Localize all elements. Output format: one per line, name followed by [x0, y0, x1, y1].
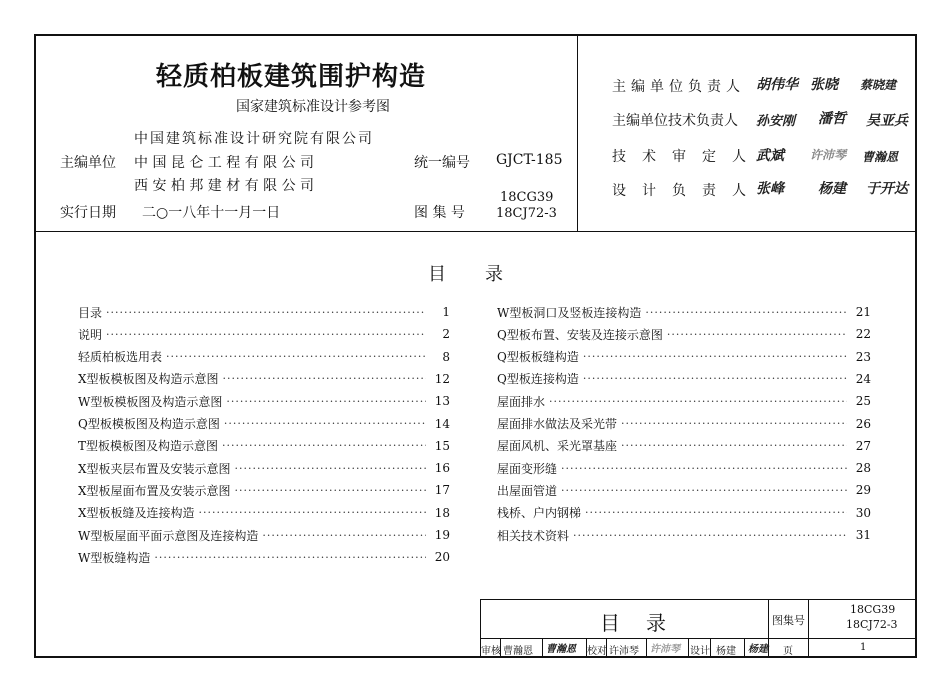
title-block-atlas-label: 图集号 — [772, 614, 805, 627]
toc-entry-title: 屋面风机、采光罩基座 — [497, 439, 618, 454]
toc-entry-page: 28 — [855, 461, 871, 476]
title-block-divider — [480, 638, 917, 639]
title-block-atlas-no-1: 18CG39 — [850, 603, 896, 616]
toc-entry-page: 1 — [442, 305, 450, 319]
toc-entry-page: 26 — [855, 416, 871, 431]
toc-entry[interactable] — [497, 347, 871, 367]
signature: 潘哲 — [818, 111, 846, 127]
toc-entry[interactable] — [78, 369, 450, 389]
page-number: 1 — [860, 642, 867, 653]
atlas-no-2: 18CJ72-3 — [496, 206, 557, 221]
responsible-label-3: 技术审定人 — [612, 149, 762, 165]
signature: 曹瀚恩 — [862, 150, 899, 164]
signature: 许沛琴 — [810, 148, 847, 162]
toc-entry[interactable] — [497, 414, 871, 434]
checker-name: 许沛琴 — [609, 646, 639, 657]
toc-entry-title: X型板板缝及连接构造 — [78, 506, 195, 521]
toc-entry-page: 21 — [855, 305, 871, 319]
toc-entry-title: T型板模板图及构造示意图 — [78, 439, 219, 454]
toc-entry-title: 轻质柏板选用表 — [78, 350, 163, 365]
leader-dots — [549, 395, 847, 408]
toc-entry-title: Q型板布置、安装及连接示意图 — [497, 327, 663, 342]
toc-heading: 目 录 — [428, 264, 504, 285]
leader-dots — [583, 350, 847, 363]
toc-entry-page: 17 — [434, 483, 450, 498]
leader-dots — [667, 328, 847, 341]
toc-entry[interactable] — [78, 503, 450, 523]
toc-entry[interactable] — [497, 525, 871, 545]
leader-dots — [621, 417, 847, 430]
leader-dots — [222, 439, 426, 452]
toc-entry[interactable] — [497, 436, 871, 456]
checker-signature: 许沛琴 — [650, 644, 680, 655]
toc-entry[interactable] — [497, 503, 871, 523]
cell-line — [542, 638, 543, 658]
toc-entry-page: 31 — [855, 528, 871, 542]
unified-no-label: 统一编号 — [414, 155, 470, 171]
leader-dots — [226, 395, 426, 408]
leader-dots — [106, 306, 426, 319]
page-subtitle: 国家建筑标准设计参考图 — [236, 99, 390, 115]
toc-entry-page: 27 — [855, 438, 871, 453]
toc-entry-page: 29 — [855, 483, 871, 498]
leader-dots — [621, 439, 847, 452]
toc-entry-title: W型板洞口及竖板连接构造 — [497, 305, 642, 320]
toc-entry-page: 30 — [855, 505, 871, 520]
date-label: 实行日期 — [60, 205, 116, 221]
page-label: 页 — [783, 646, 793, 657]
toc-entry-title: X型板模板图及构造示意图 — [78, 372, 219, 387]
toc-entry[interactable] — [497, 391, 871, 411]
toc-entry[interactable] — [78, 525, 450, 545]
toc-entry-page: 2 — [442, 327, 450, 342]
toc-entry-page: 13 — [434, 394, 450, 409]
toc-entry[interactable] — [78, 324, 450, 344]
toc-entry-title: 说明 — [78, 327, 103, 342]
toc-entry[interactable] — [78, 480, 450, 500]
toc-entry-title: W型板屋面平面示意图及连接构造 — [78, 528, 259, 543]
toc-entry-title: 出屋面管道 — [497, 483, 558, 498]
toc-entry-page: 18 — [434, 505, 450, 520]
toc-entry-title: 屋面排水 — [497, 394, 546, 409]
toc-entry-title: Q型板连接构造 — [497, 372, 579, 387]
review-label: 审核 — [481, 646, 501, 657]
header-divider — [34, 231, 917, 232]
cell-line — [710, 638, 711, 658]
leader-dots — [154, 551, 426, 564]
leader-dots — [223, 372, 426, 385]
toc-entry-page: 19 — [434, 528, 450, 542]
toc-entry-page: 25 — [855, 394, 871, 409]
toc-entry-page: 8 — [442, 349, 450, 364]
toc-entry[interactable] — [497, 480, 871, 500]
signature: 胡伟华 — [756, 77, 798, 93]
cell-line — [688, 638, 689, 658]
toc-entry-title: X型板夹层布置及安装示意图 — [78, 461, 231, 476]
responsible-label-1: 主编单位负责人 — [612, 79, 745, 95]
leader-dots — [561, 484, 847, 497]
signature: 孙安刚 — [756, 114, 796, 129]
toc-entry-title: X型板屋面布置及安装示意图 — [78, 483, 231, 498]
leader-dots — [645, 306, 847, 319]
responsible-label-4: 设计负责人 — [612, 183, 762, 199]
toc-entry-title: W型板模板图及构造示意图 — [78, 394, 223, 409]
unified-no: GJCT-185 — [496, 152, 563, 168]
title-block-col-line — [808, 599, 809, 658]
toc-entry-page: 15 — [434, 438, 450, 453]
toc-entry-page: 22 — [855, 327, 871, 342]
leader-dots — [585, 506, 847, 519]
leader-dots — [235, 484, 426, 497]
signature: 蔡晓建 — [860, 78, 897, 92]
leader-dots — [224, 417, 426, 430]
signature: 吴亚兵 — [866, 113, 908, 129]
leader-dots — [262, 529, 426, 542]
leader-dots — [106, 328, 426, 341]
toc-entry-title: 屋面变形缝 — [497, 461, 558, 476]
title-block-col-line — [768, 599, 769, 658]
leader-dots — [199, 506, 426, 519]
toc-entry[interactable] — [497, 369, 871, 389]
signature: 杨建 — [818, 181, 846, 197]
toc-entry-title: 目录 — [78, 305, 103, 320]
toc-entry-title: 屋面排水做法及采光带 — [497, 417, 618, 431]
leader-dots — [561, 462, 847, 475]
toc-entry[interactable] — [78, 458, 450, 478]
toc-entry-page: 23 — [855, 349, 871, 364]
toc-entry[interactable] — [78, 391, 450, 411]
toc-entry[interactable] — [497, 458, 871, 478]
responsible-label-2: 主编单位技术负责人 — [612, 113, 738, 129]
toc-entry-page: 12 — [434, 371, 450, 386]
toc-entry[interactable] — [78, 436, 450, 456]
atlas-no-1: 18CG39 — [500, 190, 554, 205]
toc-entry-page: 20 — [434, 550, 450, 565]
title-block-name: 目录 — [600, 611, 692, 635]
signature: 张峰 — [756, 181, 784, 197]
reviewer-signature: 曹瀚恩 — [546, 644, 576, 655]
check-label: 校对 — [587, 646, 607, 657]
toc-entry-title: W型板缝构造 — [78, 550, 151, 565]
toc-entry[interactable] — [78, 302, 450, 322]
toc-entry-title: 栈桥、户内钢梯 — [497, 506, 582, 521]
leader-dots — [573, 529, 847, 542]
editor-1: 中国建筑标准设计研究院有限公司 — [134, 131, 374, 147]
leader-dots — [235, 462, 426, 475]
toc-entry-page: 24 — [855, 371, 871, 386]
atlas-label: 图 集 号 — [414, 205, 465, 221]
signature: 张晓 — [810, 77, 838, 93]
toc-entry-title: 相关技术资料 — [497, 528, 570, 543]
toc-entry-title: Q型板板缝构造 — [497, 350, 579, 365]
leader-dots — [166, 350, 426, 363]
cell-line — [744, 638, 745, 658]
reviewer-name: 曹瀚恩 — [503, 646, 533, 657]
design-label: 设计 — [690, 646, 710, 657]
toc-entry[interactable] — [78, 414, 450, 434]
editor-label: 主编单位 — [60, 155, 116, 171]
editor-3: 西 安 柏 邦 建 材 有 限 公 司 — [134, 178, 315, 194]
implementation-date: 二○一八年十一月一日 — [142, 205, 281, 221]
signature: 于开达 — [866, 181, 908, 197]
toc-entry[interactable] — [497, 302, 871, 322]
designer-signature: 杨建 — [748, 644, 768, 655]
toc-entry-title: Q型板模板图及构造示意图 — [78, 417, 220, 431]
toc-entry[interactable] — [497, 324, 871, 344]
signature: 武斌 — [756, 148, 784, 164]
designer-name: 杨建 — [716, 646, 736, 657]
toc-entry[interactable] — [78, 547, 450, 567]
toc-entry[interactable] — [78, 347, 450, 367]
toc-entry-page: 14 — [434, 416, 450, 431]
header-vertical-divider — [577, 34, 578, 231]
page-title: 轻质柏板建筑围护构造 — [156, 62, 427, 92]
cell-line — [646, 638, 647, 658]
editor-2: 中 国 昆 仑 工 程 有 限 公 司 — [134, 155, 315, 171]
title-block-atlas-no-2: 18CJ72-3 — [846, 618, 898, 631]
toc-entry-page: 16 — [434, 461, 450, 476]
leader-dots — [583, 372, 847, 385]
